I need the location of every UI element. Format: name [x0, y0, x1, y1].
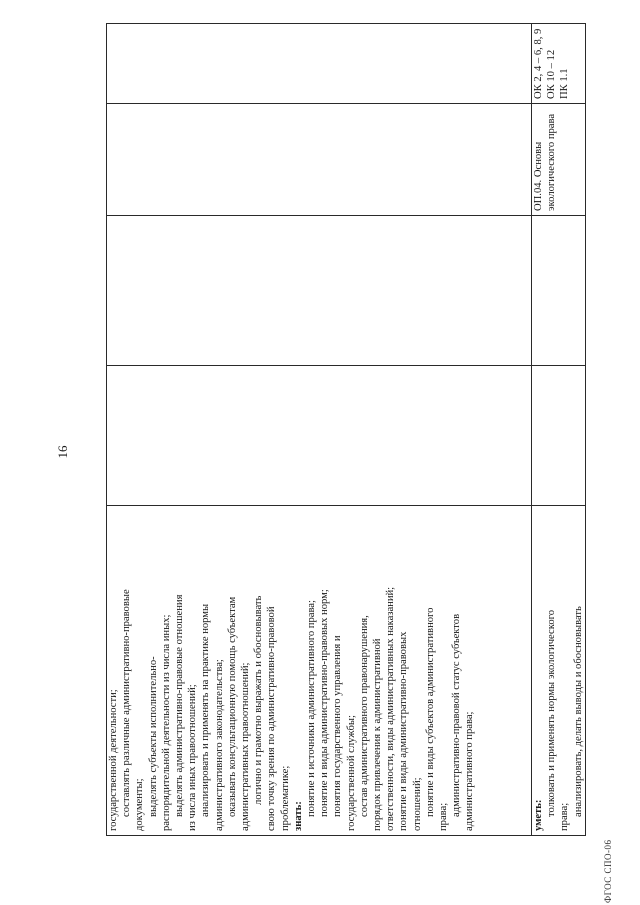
content-line: выделять субъекты исполнительно-	[147, 656, 159, 817]
discipline-name-line: экологического права	[546, 113, 558, 211]
content-line: ответственности, виды административных наказаний;	[385, 586, 397, 831]
hours-cell	[532, 366, 586, 506]
content-line: административного права;	[464, 711, 476, 831]
competency-code: ОК 2, 4 – 6, 8, 9	[533, 28, 544, 99]
hours-cell	[107, 216, 532, 366]
table-row	[532, 24, 586, 836]
content-line: понятие и виды административно-правовых норм;	[319, 589, 331, 817]
discipline-cell	[107, 104, 532, 216]
content-line: анализировать и применять на практике нормы	[200, 603, 212, 817]
content-line: права;	[559, 802, 571, 831]
content-line: свою точку зрения по административно-правовой	[266, 606, 278, 831]
content-line: права;	[438, 802, 450, 831]
competency-cell	[532, 24, 586, 104]
content-line: выделять административно-правовые отношения	[174, 594, 186, 817]
content-line: понятие и источники административного права;	[306, 600, 318, 817]
content-line: понятие и виды субъектов административного	[424, 607, 436, 817]
curriculum-table	[106, 23, 586, 836]
content-line: уметь:	[533, 799, 544, 831]
content-line: проблематике;	[279, 765, 291, 831]
content-cell	[532, 506, 586, 836]
discipline-name-line: ОП.04. Основы	[533, 141, 544, 211]
content-line: административных правоотношений;	[240, 662, 252, 831]
content-line: документы;	[134, 778, 146, 831]
competency-cell	[107, 24, 532, 104]
content-line: толковать и применять нормы экологического	[546, 609, 558, 817]
content-line: логично и грамотно выражать и обосновывать	[253, 595, 265, 805]
content-line: отношений;	[411, 777, 423, 831]
content-line: распорядительной деятельности из числа иных;	[160, 614, 172, 831]
content-line: понятия государственного управления и	[332, 635, 344, 817]
content-line: из числа иных правоотношений;	[187, 684, 199, 831]
competency-code: ПК 1.1	[559, 68, 571, 99]
content-lines	[532, 506, 585, 835]
content-cell	[107, 506, 532, 836]
content-line: знать:	[292, 801, 304, 831]
content-line: понятие и виды административно-правовых	[398, 631, 410, 831]
page-number: 16	[55, 445, 70, 459]
hours-cell	[107, 366, 532, 506]
table-row	[107, 24, 532, 836]
content-line: государственной службы;	[345, 715, 357, 831]
content-line: составлять различные административно-правовые	[121, 589, 133, 817]
content-lines	[107, 506, 477, 835]
competency-code: ОК 10 – 12	[546, 49, 558, 99]
content-line: порядок привлечения к административной	[372, 638, 384, 831]
content-line: состав административного правонарушения,	[358, 615, 370, 817]
content-line: оказывать консультационную помощь субъектам	[226, 596, 238, 817]
content-line: административного законодательства;	[213, 659, 225, 831]
footer-code: ФГОС СПО-06	[603, 839, 613, 903]
content-line: государственной деятельности;	[108, 689, 119, 831]
discipline-cell	[532, 104, 586, 216]
content-line: анализировать, делать выводы и обосновывать	[572, 606, 584, 817]
hours-cell	[532, 216, 586, 366]
content-line: административно-правовой статус субъектов	[451, 613, 463, 817]
